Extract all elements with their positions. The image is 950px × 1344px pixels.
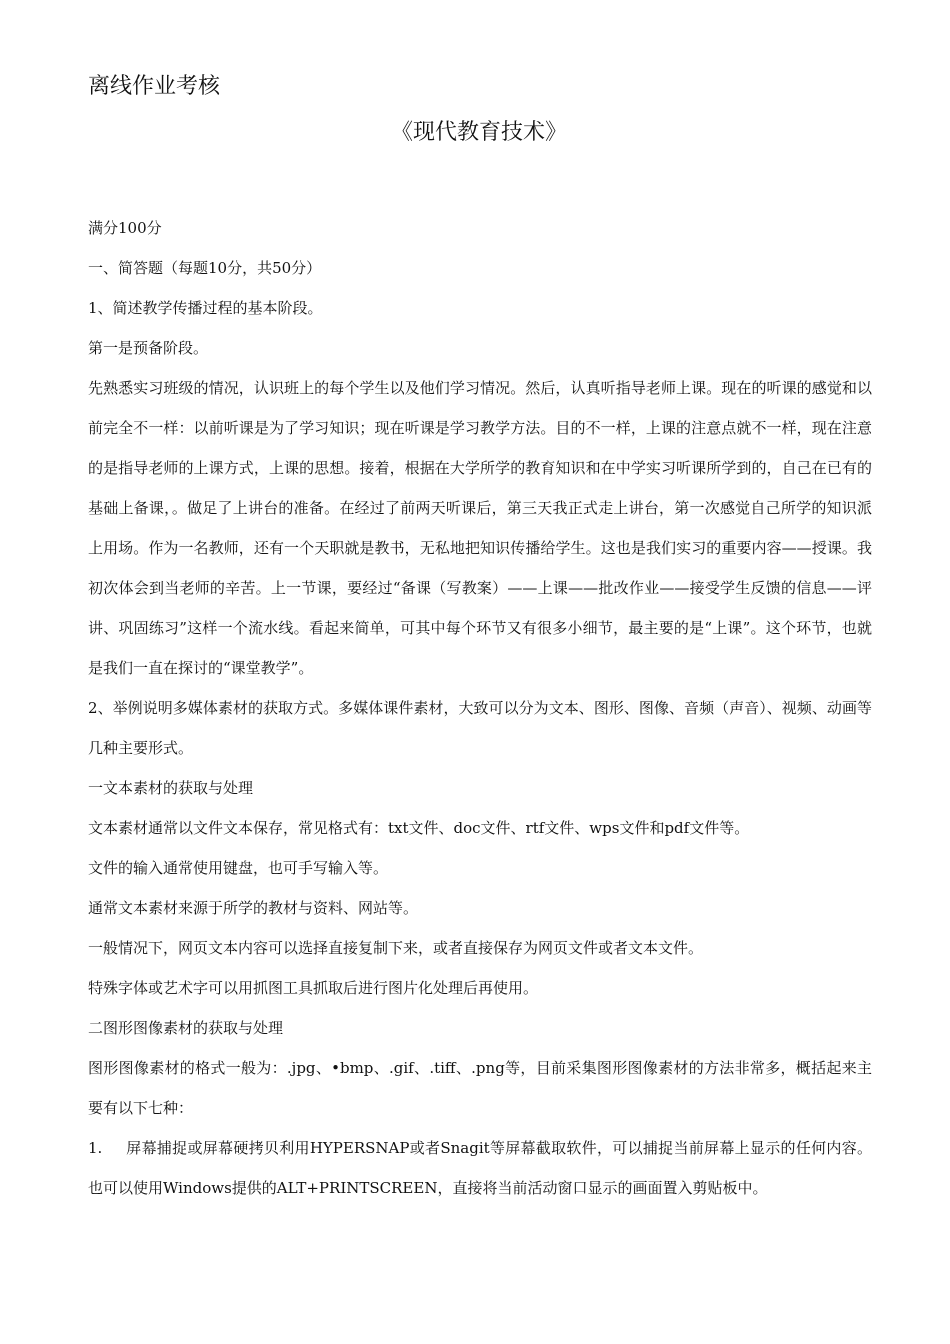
list-item	[88, 1128, 872, 1208]
full-score: 满分100分	[88, 219, 162, 237]
question-1: 1、简述教学传播过程的基本阶段。	[88, 299, 323, 317]
question-1-paragraph: 先熟悉实习班级的情况，认识班上的每个学生以及他们学习情况。然后，认真听指导老师上课。现在的听课的感觉和以前完全不一样：以前听课是为了学习知识；现在听课是学习教学方法。目的不一样，上课的注意点就不一样，现在注意的是指导老师的上课方式，上课的思想。接着，根据在大学所学的教育知识和在中学实习听课所学到的，自己在已有的基础上备课，。做足了上讲台的准备。在经过了前两天听课后，第三天我正式走上讲台，第一次感觉自己所学的知识派上用场。作为一名教师，还有一个天职就是教书，无私地把知识传播给学生。这也是我们实习的重要内容——授课。我初次体会到当老师的辛苦。上一节课，要经过“备课（写教案）——上课——批改作业——接受学生反馈的信息——评讲、巩固练习”这样一个流水线。看起来简单，可其中每个环节又有很多小细节，最主要的是“上课”。这个环节，也就是我们一直在探讨的“课堂教学”。	[88, 379, 872, 677]
text-material-line-4: 一般情况下，网页文本内容可以选择直接复制下来，或者直接保存为网页文件或者文本文件。	[88, 939, 704, 957]
text-material-line-1: 文本素材通常以文件文本保存，常见格式有：txt文件、doc文件、rtf文件、wps文件和pdf文件等。	[88, 819, 750, 837]
header-label: 离线作业考核	[88, 74, 221, 99]
text-material-line-5: 特殊字体或艺术字可以用抓图工具抓取后进行图片化处理后再使用。	[88, 979, 539, 997]
document-body	[88, 208, 872, 1208]
text-material-heading: 一文本素材的获取与处理	[88, 779, 254, 797]
list-item-text: 屏幕捕捉或屏幕硬拷贝利用HYPERSNAP或者Snagit等屏幕截取软件，可以捕捉当前屏幕上显示的任何内容。也可以使用Windows提供的ALT+PRINTSCREEN，直接将当前活动窗口显示的画面置入剪贴板中。	[88, 1139, 872, 1197]
text-material-line-2: 文件的输入通常使用键盘，也可手写输入等。	[88, 859, 389, 877]
question-2: 2、举例说明多媒体素材的获取方式。多媒体课件素材，大致可以分为文本、图形、图像、音频（声音）、视频、动画等几种主要形式。	[88, 699, 872, 757]
section-heading-short-answer: 一、简答题（每题10分，共50分）	[88, 259, 322, 277]
question-1-stage-1: 第一是预备阶段。	[88, 339, 209, 357]
list-item-number: 1.	[88, 1139, 103, 1157]
document-title: 《现代教育技术》	[390, 120, 567, 145]
text-material-line-3: 通常文本素材来源于所学的教材与资料、网站等。	[88, 899, 419, 917]
image-material-heading: 二图形图像素材的获取与处理	[88, 1019, 284, 1037]
image-material-paragraph: 图形图像素材的格式一般为：.jpg、•bmp、.gif、.tiff、.png等，目前采集图形图像素材的方法非常多，概括起来主要有以下七种：	[88, 1059, 872, 1117]
